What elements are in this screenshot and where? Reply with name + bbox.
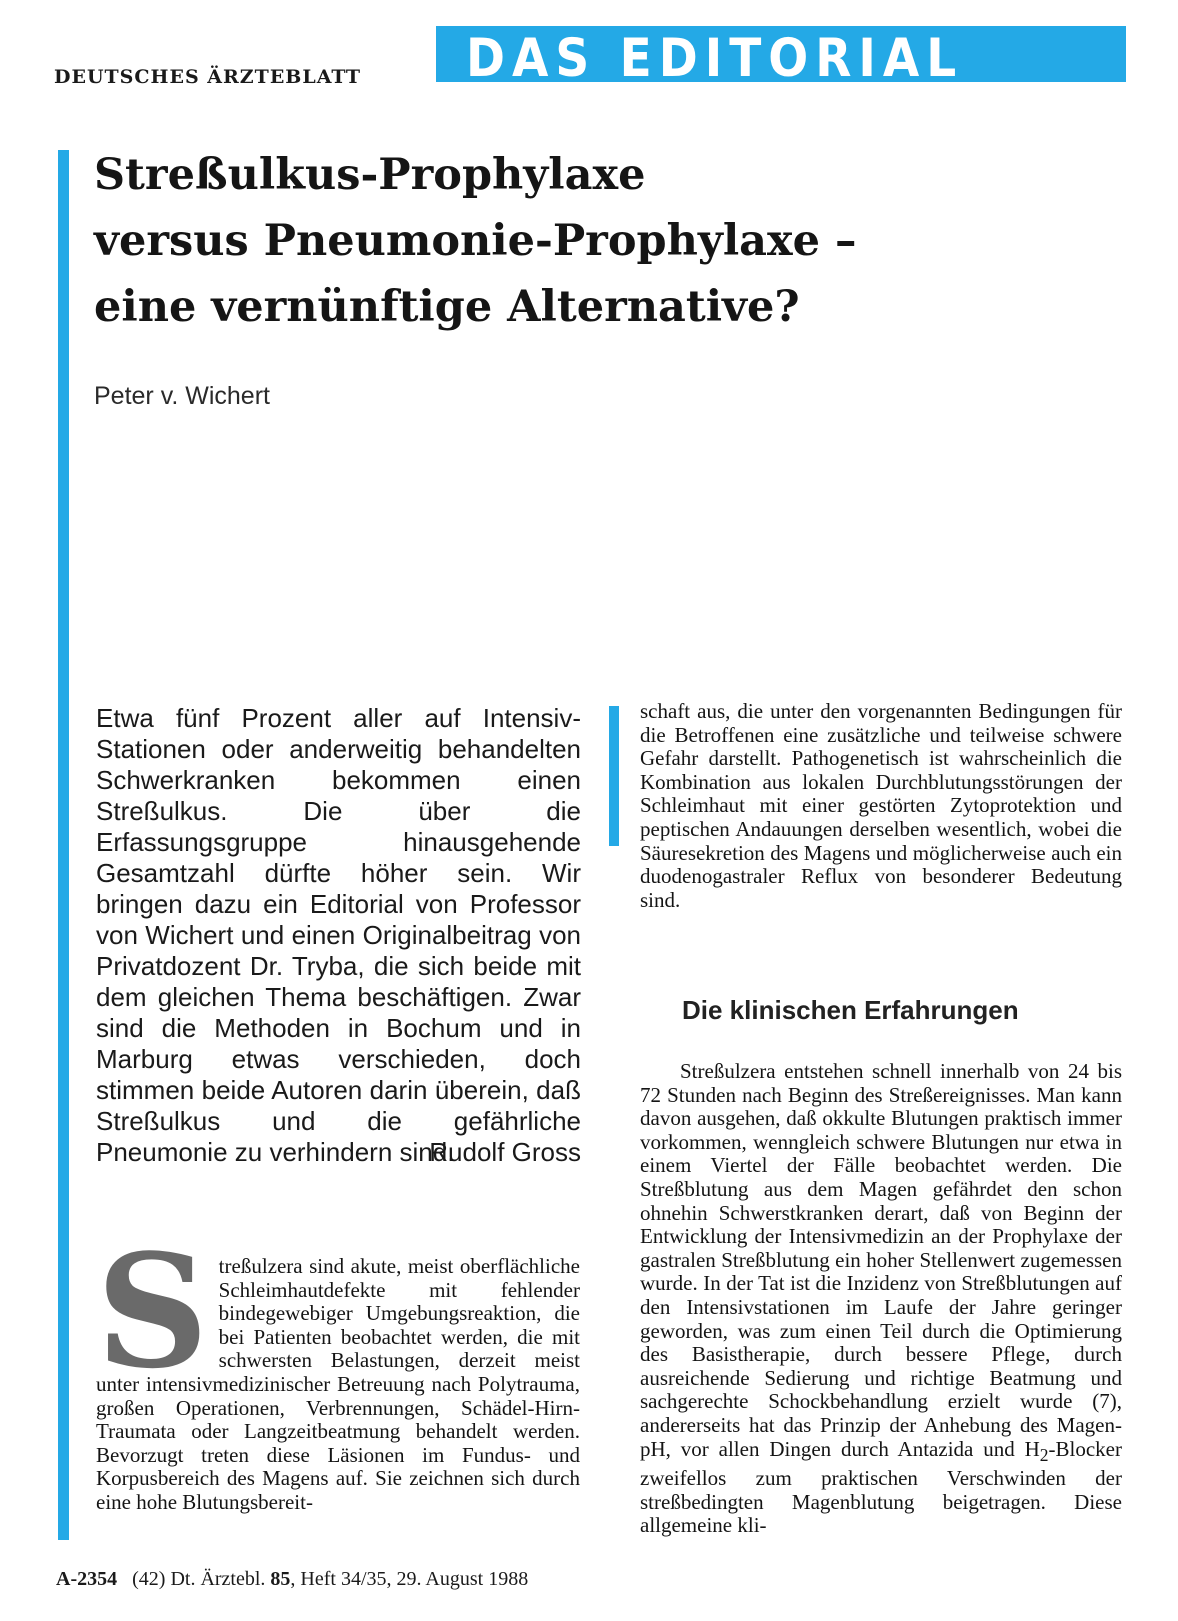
article-title <box>94 142 857 340</box>
teaser-signature: Rudolf Gross <box>429 1137 581 1167</box>
body-text-right-b: -Blocker zweifellos zum praktischen Verschwinden der streßbedingten Magenblutung beigetragen. Diese allgemeine kli- <box>640 1436 1122 1538</box>
body-text-right-a: Streßulzera entstehen schnell innerhalb von 24 bis 72 Stunden nach Beginn des Streßereignisses. Man kann davon ausgehen, daß okkulte Blutungen praktisch immer vorkommen, wenngleich schwere Blutungen nur etwa in einem Viertel der Fälle beobachtet werden. Die Streßblutung aus dem Magen gefährdet den schon ohnehin Schwerstkranken derart, daß von Beginn der Entwicklung der Intensivmedizin an der Prophylaxe der gastralen Streßblutung ein hoher Stellenwert zugemessen wurde. In der Tat ist die Inzidenz von Streßblutungen auf den Intensivstationen im Laufe der Jahre geringer geworden, was zum einen Teil durch die Optimierung des Basistherapie, durch bessere Pflege, durch ausreichende Sedierung und richtige Beatmung und sachgerechte Schockbehandlung erzielt wurde (7), andererseits hat das Prinzip der Anhebung des Magen-pH, vor allen Dingen durch Antazida und H <box>640 1059 1122 1461</box>
footer-volume: 85 <box>270 1568 291 1590</box>
teaser-text: Etwa fünf Prozent aller auf Intensiv-Stationen oder anderweitig behandelten Schwerkranken bekommen einen Streßulkus. Die über die Erfassungsgruppe hinausgehende Gesamtzahl dürfte höher sein. Wir bringen dazu ein Editorial von Professor von Wichert und einen Originalbeitrag von Privatdozent Dr. Tryba, die sich beide mit dem gleichen Thema beschäftigen. Zwar sind die Methoden in Bochum und in Marburg etwas verschieden, doch stimmen beide Autoren darin überein, daß Streßulkus und die gefährliche Pneumonie zu verhindern sind. <box>96 703 581 1167</box>
article-title-line: versus Pneumonie-Prophylaxe – <box>94 216 857 266</box>
section-banner <box>436 26 1126 90</box>
footer-issue: , Heft 34/35, 29. August 1988 <box>290 1568 529 1590</box>
teaser-box <box>96 703 581 1168</box>
journal-name: DEUTSCHES ÄRZTEBLATT <box>54 66 362 88</box>
accent-bar-left <box>58 150 69 1540</box>
body-column-left <box>96 1220 580 1515</box>
article-author: Peter v. Wichert <box>94 382 270 410</box>
footer-page-number: (42) <box>132 1568 166 1590</box>
article-title-line: eine vernünftige Alternative? <box>94 282 800 332</box>
section-heading: Die klinischen Erfahrungen <box>682 995 1019 1025</box>
section-banner-label: DAS EDITORIAL <box>466 28 964 90</box>
page-footer <box>56 1568 528 1591</box>
body-column-right-top: schaft aus, die unter den vorgenannten Bedingungen für die Betroffenen eine zusätzliche und teilweise schwere Gefahr darstellt. Pathogenetisch ist wahrscheinlich die Kombination aus lokalen Durchblutungsstörungen der Schleimhaut mit einer gestörten Zytoprotektion und peptischen Andauungen derselben wesentlich, wobei die Säuresekretion des Magens und möglicherweise auch ein duodenogastraler Reflux von besonderer Bedeutung sind. <box>640 699 1122 912</box>
footer-page-id: A-2354 <box>56 1568 118 1590</box>
body-text-left: treßulzera sind akute, meist oberflächliche Schleimhautdefekte mit fehlender bindegewebiger Umgebungsreaktion, die bei Patienten beobachtet werden, die mit schwersten Belastungen, derzeit meist unter intensivmedizinischer Betreuung nach Polytrauma, großen Operationen, Verbrennungen, Schädel-Hirn-Traumata oder Langzeitbeatmung behandelt werden. Bevorzugt treten diese Läsionen im Fundus- und Korpusbereich des Magens auf. Sie zeichnen sich durch eine hohe Blutungsbereit- <box>96 1254 580 1514</box>
drop-cap: S <box>96 1220 209 1403</box>
subscript-2: 2 <box>1039 1444 1049 1465</box>
body-column-right-bottom <box>640 1060 1122 1538</box>
article-title-line: Streßulkus-Prophylaxe <box>94 150 646 200</box>
footer-journal: Dt. Ärztebl. <box>170 1568 266 1590</box>
accent-bar-center <box>609 706 619 846</box>
